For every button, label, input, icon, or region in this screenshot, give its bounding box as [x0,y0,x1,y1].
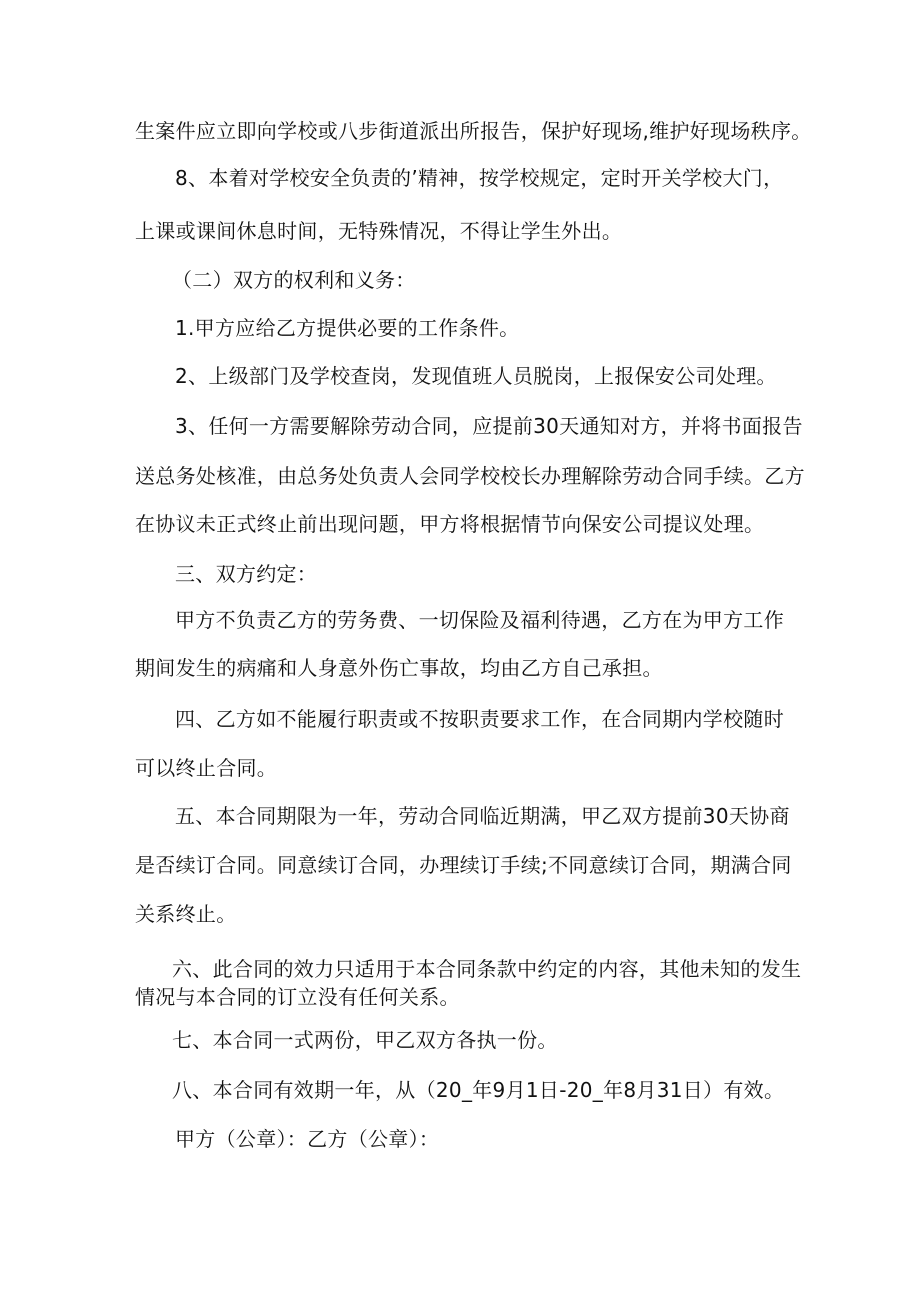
text-line: 可以终止合同。 [135,756,278,780]
text-line: 八、本合同有效期一年，从（20_年9月1日-20_年8月31日）有效。 [172,1078,785,1102]
text-line: 在协议未正式终止前出现问题，甲方将根据情节向保安公司提议处理。 [135,512,765,536]
text-line: 2、上级部门及学校查岗，发现值班人员脱岗，上报保安公司处理。 [175,364,777,388]
text-line: 四、乙方如不能履行职责或不按职责要求工作，在合同期内学校随时 [175,707,784,731]
text-line: 情况与本合同的订立没有任何关系。 [135,985,460,1009]
text-line: 三、双方约定： [175,562,318,586]
text-line: 1.甲方应给乙方提供必要的工作条件。 [175,316,520,340]
text-line: 六、此合同的效力只适用于本合同条款中约定的内容，其他未知的发生 [172,957,802,981]
text-line: 甲方（公章）：乙方（公章）： [175,1127,440,1151]
text-line: 生案件应立即向学校或八步街道派出所报告，保护好现场,维护好现场秩序。 [135,119,812,143]
text-line: 3、任何一方需要解除劳动合同，应提前30天通知对方，并将书面报告 [175,414,803,438]
text-line: 关系终止。 [135,902,237,926]
text-line: 是否续订合同。同意续订合同，办理续订手续;不同意续订合同，期满合同 [135,853,792,877]
text-line: 七、本合同一式两份，甲乙双方各执一份。 [172,1028,558,1052]
text-line: 五、本合同期限为一年，劳动合同临近期满，甲乙双方提前30天协商 [175,804,790,828]
text-line: （二）双方的权利和义务： [172,268,416,292]
text-line: 送总务处核准，由总务处负责人会同学校校长办理解除劳动合同手续。乙方 [135,464,805,488]
text-line: 8、本着对学校安全负责的’精神，按学校规定，定时开关学校大门， [175,166,784,190]
text-line: 上课或课间休息时间，无特殊情况，不得让学生外出。 [135,219,623,243]
text-line: 甲方不负责乙方的劳务费、一切保险及福利待遇，乙方在为甲方工作 [175,608,784,632]
text-line: 期间发生的病痛和人身意外伤亡事故，均由乙方自己承担。 [135,656,663,680]
